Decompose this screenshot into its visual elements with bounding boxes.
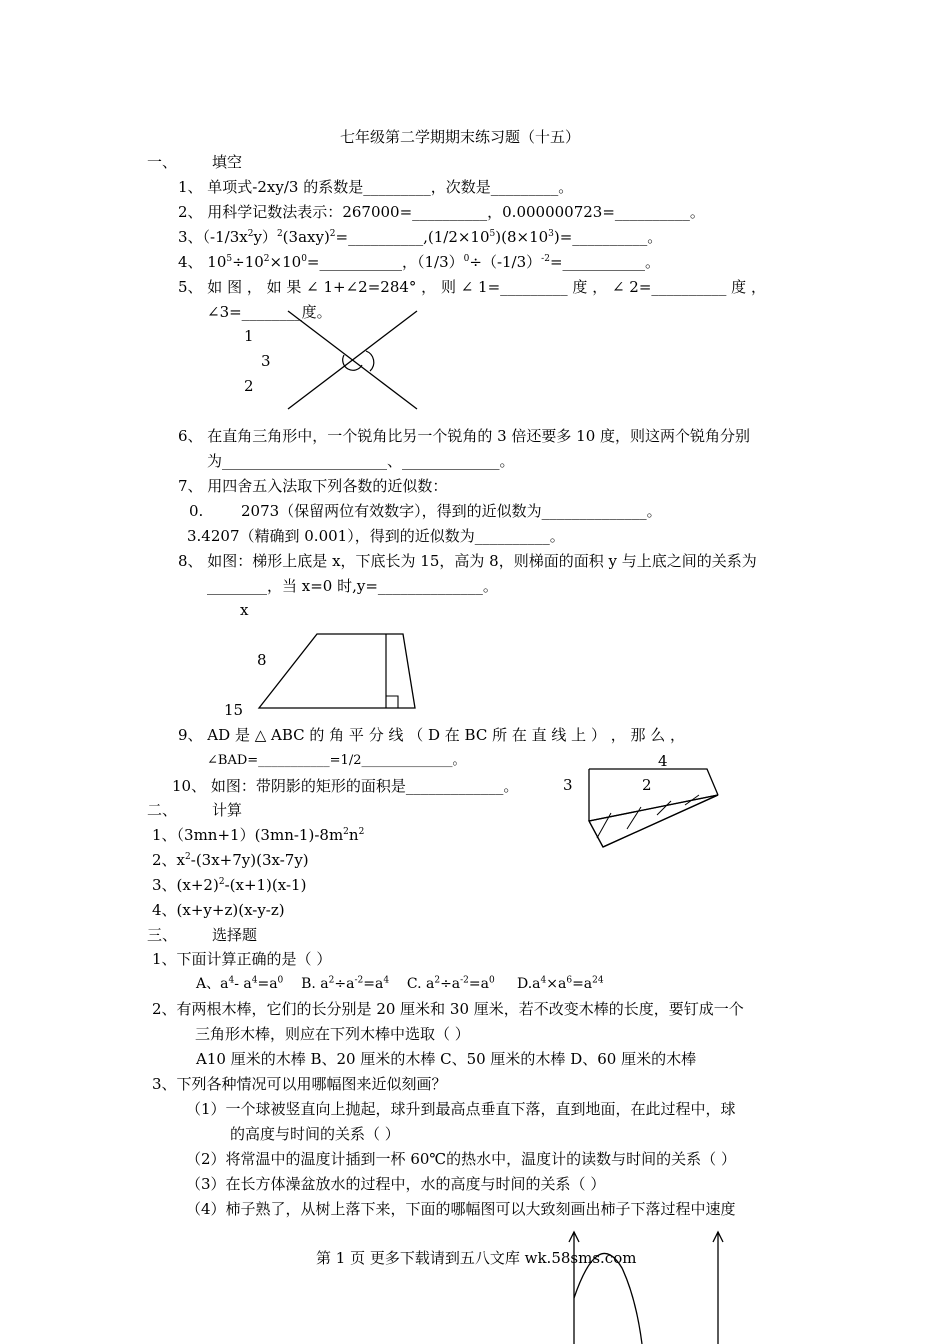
fill-q7-a: 2073（保留两位有效数字），得到的近似数为______________。 [241,502,662,520]
choice-q1-options: A、$a^4-$ $a^4=a^0$ B. $a^2\div a^{-2}=a^4$ C. $a^2\div a^{-2}=a^0$ $D.a^4\times a^6=a^{24}$ [196,975,604,992]
calc-item-4: 4、(x+y+z)(x-y-z) [152,901,285,919]
fill-q6-line2: 为______________________、_____________。 [207,452,515,470]
choice-q3-4: （4）柿子熟了，从树上落下来，下面的哪幅图可以大致刻画出柿子下落过程中速度 [186,1200,736,1218]
choice-q3-1-line1: （1）一个球被竖直向上抛起，球升到最高点垂直下落，直到地面，在此过程中，球 [186,1100,736,1118]
choice-q3-2: （2）将常温中的温度计插到一杯 60℃的热水中，温度计的读数与时间的关系（ ） [186,1150,736,1168]
choice-q3: 3、下列各种情况可以用哪幅图来近似刻画？ [152,1075,447,1093]
choice-q1: 1、下面计算正确的是（ ） [152,950,332,968]
fill-q1: 1、 单项式-2xy/3 的系数是_________，次数是_________。 [178,178,574,196]
fill-q9-line1: 9、 AD 是 △ ABC 的 角 平 分 线 （ D 在 BC 所 在 直 线 上 ） ， 那 么 ， [178,726,686,744]
shaded-rectangle-figure [585,765,725,853]
section-3-name: 选择题 [212,926,258,944]
fill-q3: 3、$(-1/3x^2y)^2(3axy)^2=\_\_\_\_\_\_\_\_\_\_,(1/2\times 10^5)(8\times 10^3)=\_\_\_\_\_\_\_\_\_\_$。 [178,228,663,246]
graph-fragment-curve [560,1228,660,1344]
fill-q2: 2、 用科学记数法表示：267000=__________，0.000000723=__________。 [178,203,705,221]
fill-q5-line2: ∠3=________度。 [207,303,332,321]
choice-q2-line2: 三角形木棒，则应在下列木棒中选取（ ） [195,1025,470,1043]
calc-item-3: 3、$(x+2)^2-(x+1)(x-1)$ [152,876,307,894]
choice-q3-3: （3）在长方体澡盆放水的过程中，水的高度与时间的关系（ ） [186,1175,606,1193]
fig3-label-2: 2 [642,776,652,794]
fig2-label-x: x [240,601,249,619]
calc-item-2: 2、$x^2-(3x+7y)(3x-7y)$ [152,851,309,869]
intersecting-lines-figure [280,305,425,415]
fig1-label-3: 3 [261,352,271,370]
section-3-number: 三、 [147,926,178,944]
fill-q7-b: 3.4207（精确到 0.001），得到的近似数为__________。 [187,527,565,545]
fig1-label-1: 1 [244,327,254,345]
fill-q7-line1: 7、 用四舍五入法取下列各数的近似数： [178,477,448,495]
trapezoid-figure [255,630,420,715]
fig3-label-3: 3 [563,776,573,794]
choice-q3-1-line2: 的高度与时间的关系（ ） [230,1125,400,1143]
page-footer: 第 1 页 更多下载请到五八文库 wk.58sms.com [316,1249,637,1267]
fill-q6-line1: 6、 在直角三角形中，一个锐角比另一个锐角的 3 倍还要多 10 度，则这两个锐角分别 [178,427,751,445]
section-2-name: 计算 [212,801,243,819]
page-title: 七年级第二学期期末练习题（十五） [340,128,581,146]
section-2-number: 二、 [147,801,178,819]
fill-q8-line2: ________，当 x=0 时,y=______________。 [207,577,498,595]
fig2-label-8: 8 [257,651,267,669]
calc-item-1: 1、$(3mn+1)(3mn-1)-8m^2n^2$ [152,826,365,844]
choice-q2-line1: 2、有两根木棒，它们的长分别是 20 厘米和 30 厘米，若不改变木棒的长度，要钉成一个 [152,1000,744,1018]
fill-q10: 10、 如图：带阴影的矩形的面积是_____________。 [172,777,519,795]
fig3-label-4: 4 [658,752,668,770]
choice-q2-options: A10 厘米的木棒 B、20 厘米的木棒 C、50 厘米的木棒 D、60 厘米的木棒 [196,1050,697,1068]
section-1-name: 填空 [212,153,243,171]
fig1-label-2: 2 [244,377,254,395]
section-1-number: 一、 [147,153,178,171]
graph-fragment-axis [705,1228,735,1344]
fill-q8-line1: 8、 如图：梯形上底是 x，下底长为 15，高为 8，则梯面的面积 y 与上底之间的关系为 [178,552,757,570]
fig2-label-15: 15 [224,701,244,719]
fill-q7-a-number: 0. [189,502,204,520]
fill-q5-line1: 5、 如 图 ， 如 果 ∠ 1+∠2=284° ， 则 ∠ 1=_________ 度 ， ∠ 2=__________ 度 ， [178,278,766,296]
fill-q4: 4、 $10^5\div 10^2\times 10^0=\_\_\_\_\_\_\_\_\_\_\_$，$(1/3)^0\div(-1/3)^{-2}=\_\_\_\_\_\_\_\_\_\_\_$。 [178,253,661,271]
fill-q9-line2: ∠BAD=___________=1/2______________。 [207,753,466,768]
